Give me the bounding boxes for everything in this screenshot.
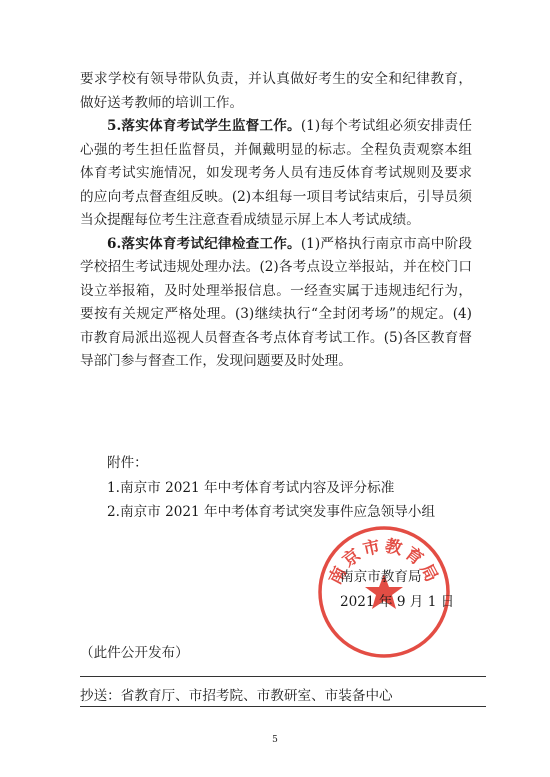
cc-top-rule — [80, 676, 486, 677]
document-body — [80, 68, 472, 374]
issue-date: 2021 年 9 月 1 日 — [340, 594, 455, 610]
paragraph-3 — [80, 233, 472, 374]
cc-bottom-rule — [80, 706, 486, 707]
page-number: 5 — [272, 735, 278, 745]
paragraph-2-text: (1)每个考试组必须安排责任心强的考生担任监督员，并佩戴明显的标志。全程负责观察本组体育考试实施情况，如发现考务人员有违反体育考试规则及要求的应向考点督查组反映。(2)本组每一项目考试结束后，引导员须当众提醒每位考生注意查看成绩显示屏上本人考试成绩。 — [80, 118, 472, 228]
paragraph-2-heading: 5.落实体育考试学生监督工作。 — [107, 118, 301, 134]
paragraph-1 — [80, 68, 472, 115]
paragraph-2 — [80, 115, 472, 233]
attachment-item-2: 2.南京市 2021 年中考体育考试突发事件应急领导小组 — [107, 504, 436, 520]
seal-text: 南京市教育局 — [325, 536, 443, 588]
cc-line: 抄送：省教育厅、市招考院、市教研室、市装备中心 — [80, 688, 393, 704]
paragraph-1-text: 要求学校有领导带队负责，并认真做好考生的安全和纪律教育，做好送考教师的培训工作。 — [80, 71, 472, 111]
issuer-name: 南京市教育局 — [340, 569, 422, 585]
paragraph-3-heading: 6.落实体育考试纪律检查工作。 — [107, 235, 301, 252]
attachment-item-1: 1.南京市 2021 年中考体育考试内容及评分标准 — [107, 480, 395, 496]
paragraph-3-text: (1)严格执行南京市高中阶段学校招生考试违规处理办法。(2)各考点设立举报站，并在校门口设立举报箱，及时处理举报信息。一经查实属于违规违纪行为，要按有关规定严格处理。(3)继续执行“全封闭考场”的规定。(4)市教育局派出巡视人员督查各考点体育考试工作。(5)各区教育督导部门参与督查工作，发现问题要及时处理。 — [80, 235, 472, 369]
attachments-label: 附件： — [107, 455, 148, 471]
public-release-note: （此件公开发布） — [80, 645, 189, 661]
